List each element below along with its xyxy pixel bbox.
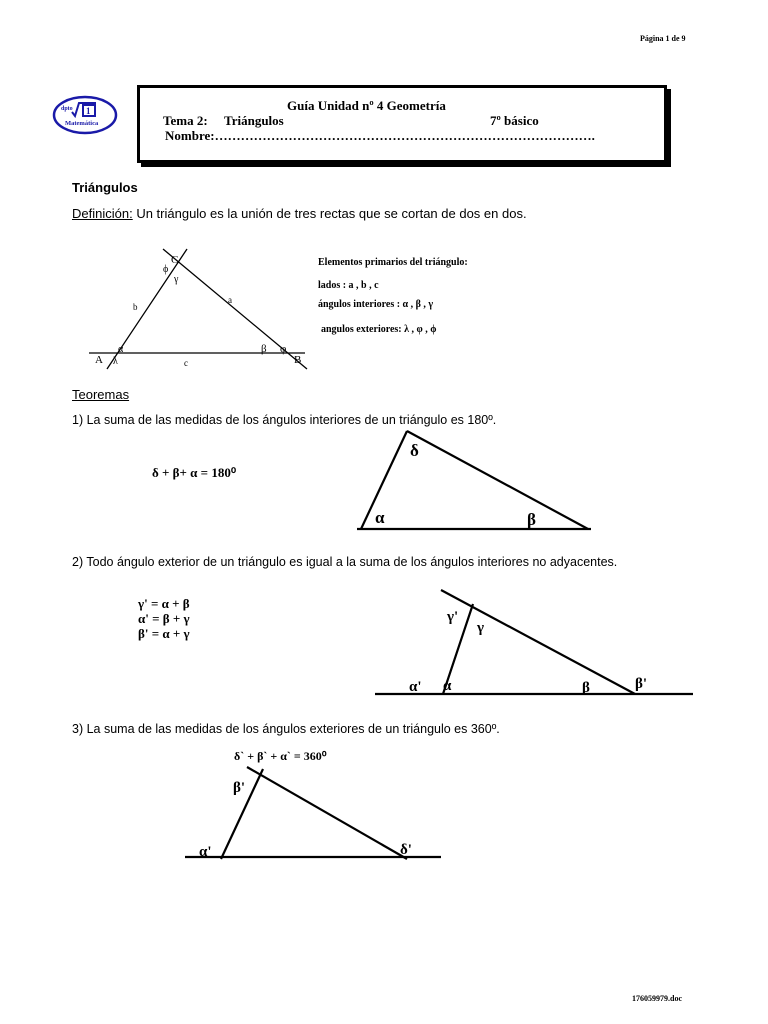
elements-title: Elementos primarios del triángulo: — [318, 257, 468, 268]
logo-top-text: dpto — [61, 106, 73, 112]
theorem-3-text: 3) La suma de las medidas de los ángulos exteriores de un triángulo es 360º. — [72, 722, 500, 736]
theorem-2-gamma-ext-label: γ' — [447, 609, 459, 625]
theorem-2-alpha-label: α — [443, 678, 452, 694]
side-c-label: c — [184, 358, 188, 368]
theorem-3-formula: δ` + β` + α` = 360⁰ — [234, 749, 327, 763]
svg-text:1: 1 — [86, 106, 91, 116]
definition-label: Definición: — [72, 206, 133, 221]
angle-gamma-label: γ — [174, 274, 179, 285]
theorem-1-alpha-label: α — [375, 508, 385, 527]
vertex-b-label: B — [294, 354, 302, 366]
side-b-label: b — [133, 302, 138, 312]
theorem-3-beta-ext-label: β' — [233, 780, 246, 796]
theorem-2-text: 2) Todo ángulo exterior de un triángulo es igual a la suma de los ángulos interiores no adyacentes. — [72, 555, 618, 569]
angle-varphi-label: φ — [280, 343, 287, 355]
theorem-2-beta-label: β — [582, 680, 590, 696]
vertex-c-label: C — [171, 254, 179, 266]
theorem-2-alpha-ext-label: α' — [409, 679, 422, 695]
theorem-3-figure — [183, 765, 445, 865]
theorem-1-figure — [355, 428, 595, 533]
triangle-elements-figure — [85, 245, 315, 375]
header-box — [137, 85, 667, 163]
elements-exterior-angles: angulos exteriores: λ , φ , ϕ — [321, 324, 437, 335]
theorem-1-formula: δ + β+ α = 180⁰ — [152, 465, 237, 480]
angle-phi-top-label: ϕ — [163, 264, 169, 275]
elements-sides: lados : a , b , c — [318, 280, 379, 291]
document-filename: 176059979.doc — [632, 994, 682, 1003]
theorem-3-alpha-ext-label: α' — [199, 844, 212, 860]
name-field: Nombre:……………………………………………………………………………. — [165, 128, 595, 143]
theorem-2-formula-1: γ' = α + β — [138, 596, 190, 611]
guide-title: Guía Unidad nº 4 Geometría — [287, 98, 446, 113]
definition-text: Un triángulo es la unión de tres rectas que se cortan de dos en dos. — [132, 206, 527, 221]
grade-level: 7º básico — [490, 113, 539, 128]
theorem-2-gamma-label: γ — [477, 620, 485, 636]
angle-beta-label: β — [261, 343, 267, 355]
logo-bottom-text: Matemática — [65, 120, 99, 127]
angle-lambda-label: λ — [113, 356, 118, 367]
theorem-2-formula-2: α' = β + γ — [138, 611, 190, 626]
theorem-2-beta-ext-label: β' — [635, 676, 648, 692]
department-logo — [52, 95, 118, 135]
topic-value: Triángulos — [224, 113, 284, 128]
theorem-2-formula-3: β' = α + γ — [138, 626, 190, 641]
vertex-a-label: A — [95, 354, 103, 366]
theorem-1-text: 1) La suma de las medidas de los ángulos interiores de un triángulo es 180º. — [72, 413, 497, 427]
theorems-heading: Teoremas — [72, 387, 130, 402]
section-title: Triángulos — [72, 180, 138, 195]
theorem-1-beta-label: β — [527, 510, 536, 529]
theorem-2-figure — [373, 588, 695, 700]
page-number: Página 1 de 9 — [640, 34, 686, 43]
side-a-label: a — [228, 295, 232, 305]
topic-label: Tema 2: — [163, 113, 208, 128]
elements-interior-angles: ángulos interiores : α , β , γ — [318, 299, 434, 310]
theorem-3-delta-ext-label: δ' — [400, 842, 412, 858]
theorem-1-delta-label: δ — [410, 441, 419, 460]
angle-alpha-label: α — [118, 344, 124, 355]
definition — [72, 206, 527, 221]
